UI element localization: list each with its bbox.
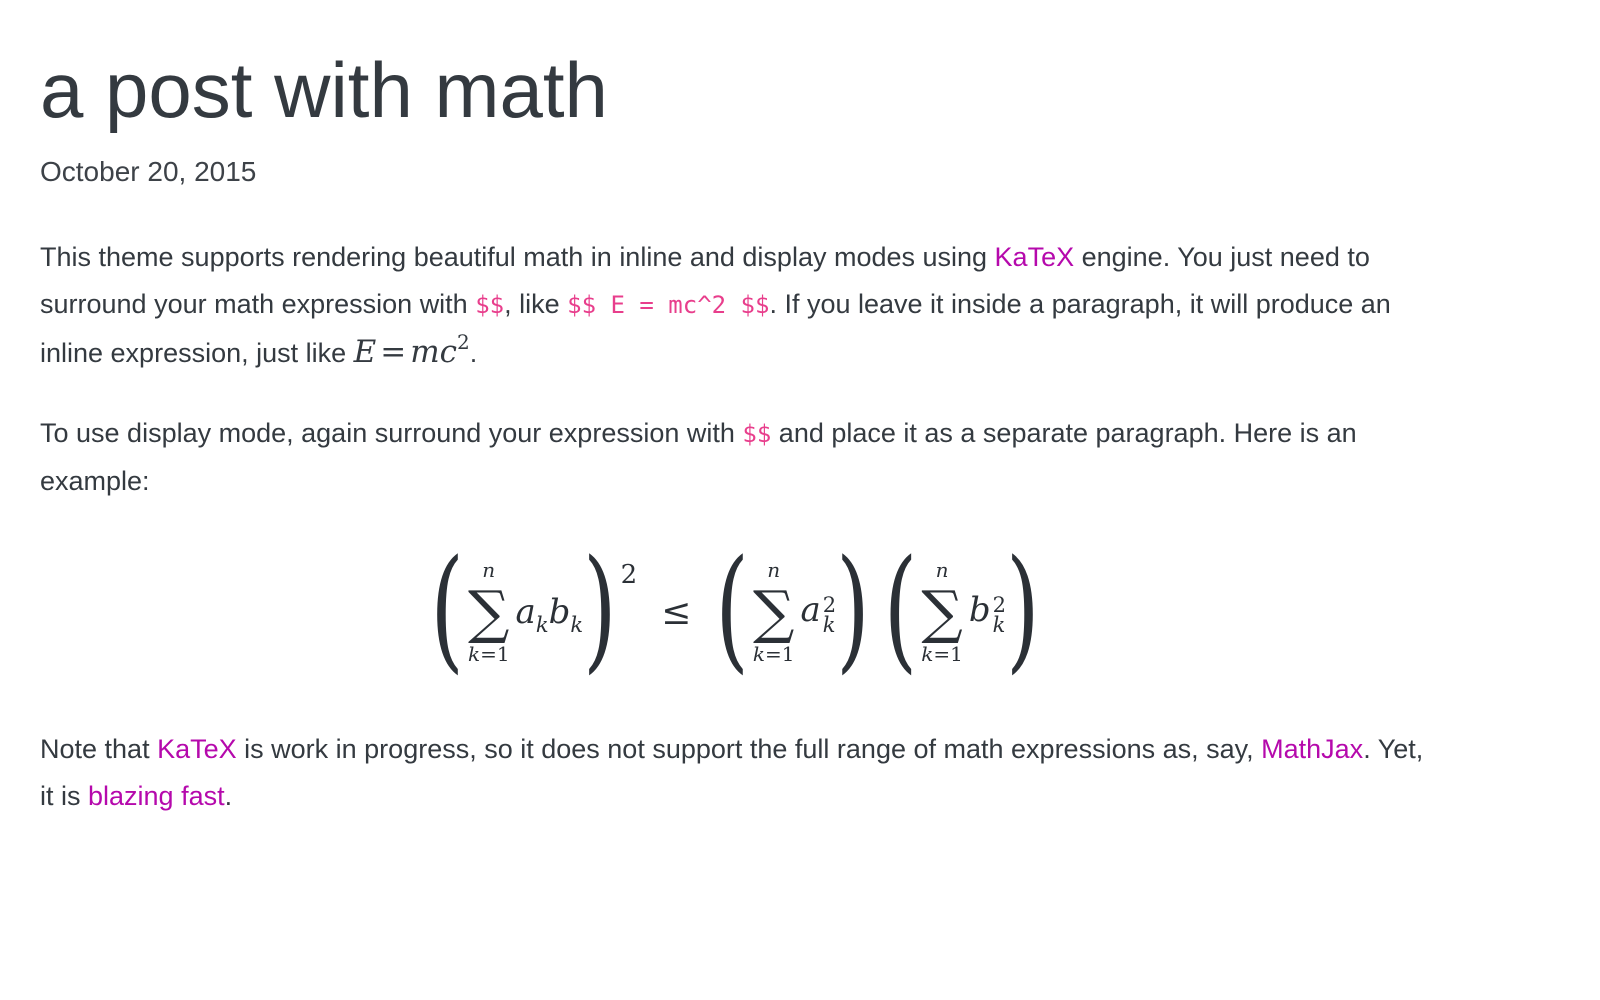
text-segment: . Yet, it is <box>40 733 1424 811</box>
sub-k: k <box>822 612 836 637</box>
lower-limit <box>921 642 963 667</box>
lower-limit <box>752 642 795 667</box>
katex-link-2[interactable]: KaTeX <box>157 733 237 764</box>
outer-exponent: 2 <box>620 560 638 591</box>
summation-a2 <box>752 558 795 667</box>
text-segment: . If you leave it inside a paragraph, it will produce an inline expression, just like <box>40 288 1391 368</box>
text-segment: This theme supports rendering beautiful math in inline and display modes using <box>40 241 995 272</box>
text-segment: . <box>224 780 233 811</box>
text-segment: and place it as a separate paragraph. Here is an example: <box>40 417 1357 496</box>
summation-b2 <box>921 558 963 667</box>
upper-limit: n <box>482 558 496 583</box>
mathjax-link[interactable]: MathJax <box>1261 733 1364 764</box>
display-equation <box>40 532 1430 688</box>
post-title: a post with math <box>40 46 608 134</box>
terms-akbk <box>515 592 584 638</box>
var-b: b <box>968 589 991 630</box>
text-segment: engine. You just need to surround your math expression with <box>40 241 1370 319</box>
sum-group-b2 <box>883 532 1040 688</box>
sum-group-ab <box>430 532 638 688</box>
sup-2: 2 <box>822 592 837 617</box>
sub-k: k <box>570 613 584 638</box>
close-paren: ) <box>583 532 617 688</box>
lower-limit-rest: =1 <box>765 642 795 667</box>
close-paren: ) <box>1006 532 1040 688</box>
text-segment: Note that <box>40 733 158 764</box>
lower-limit-var: k <box>921 642 934 667</box>
summation-symbol: ∑ <box>468 578 510 647</box>
text-segment: is work in progress, so it does not support the full range of math expressions as, say, <box>236 733 1262 764</box>
open-paren: ( <box>715 532 749 688</box>
text-segment: , like <box>504 288 568 319</box>
supsub-stack <box>822 592 837 637</box>
inline-math-emc2 <box>353 329 470 370</box>
paragraph-display-mode <box>40 410 1430 505</box>
math-equals: = <box>380 333 407 370</box>
close-paren: ) <box>836 532 870 688</box>
blazing-fast-link[interactable]: blazing fast <box>88 780 225 811</box>
sub-k: k <box>992 612 1006 637</box>
math-var-E: E <box>353 333 377 370</box>
inline-code-emc2: $$ E = mc^2 $$ <box>567 290 770 319</box>
lower-limit-rest: =1 <box>480 642 510 667</box>
text-segment: To use display mode, again surround your expression with <box>40 417 743 448</box>
var-a: a <box>515 592 536 633</box>
leq-symbol: ≤ <box>661 591 692 633</box>
supsub-stack <box>992 592 1007 637</box>
inline-code-dollars-2: $$ <box>742 419 772 448</box>
summation-symbol: ∑ <box>921 578 963 647</box>
summation-symbol: ∑ <box>753 578 795 647</box>
upper-limit: n <box>767 558 781 583</box>
terms-ak2 <box>801 590 837 635</box>
text-segment: . <box>469 337 478 368</box>
lower-limit-rest: =1 <box>933 642 963 667</box>
open-paren: ( <box>430 532 464 688</box>
sum-group-a2 <box>715 532 870 688</box>
upper-limit: n <box>935 558 949 583</box>
math-var-mc: mc <box>410 333 458 370</box>
var-a: a <box>800 589 821 630</box>
paragraph-intro <box>40 234 1430 377</box>
post-date: October 20, 2015 <box>40 155 257 187</box>
lower-limit-var: k <box>467 642 481 667</box>
math-exponent: 2 <box>457 329 470 354</box>
sub-k: k <box>535 613 549 638</box>
sup-2: 2 <box>992 592 1007 617</box>
katex-link[interactable]: KaTeX <box>994 241 1075 272</box>
inline-code-dollars: $$ <box>475 290 505 319</box>
lower-limit-var: k <box>752 642 766 667</box>
open-paren: ( <box>883 532 918 688</box>
terms-bk2 <box>969 590 1006 635</box>
paragraph-note <box>40 726 1430 820</box>
var-b: b <box>548 592 571 633</box>
summation-ab <box>467 558 510 667</box>
lower-limit <box>467 642 510 667</box>
